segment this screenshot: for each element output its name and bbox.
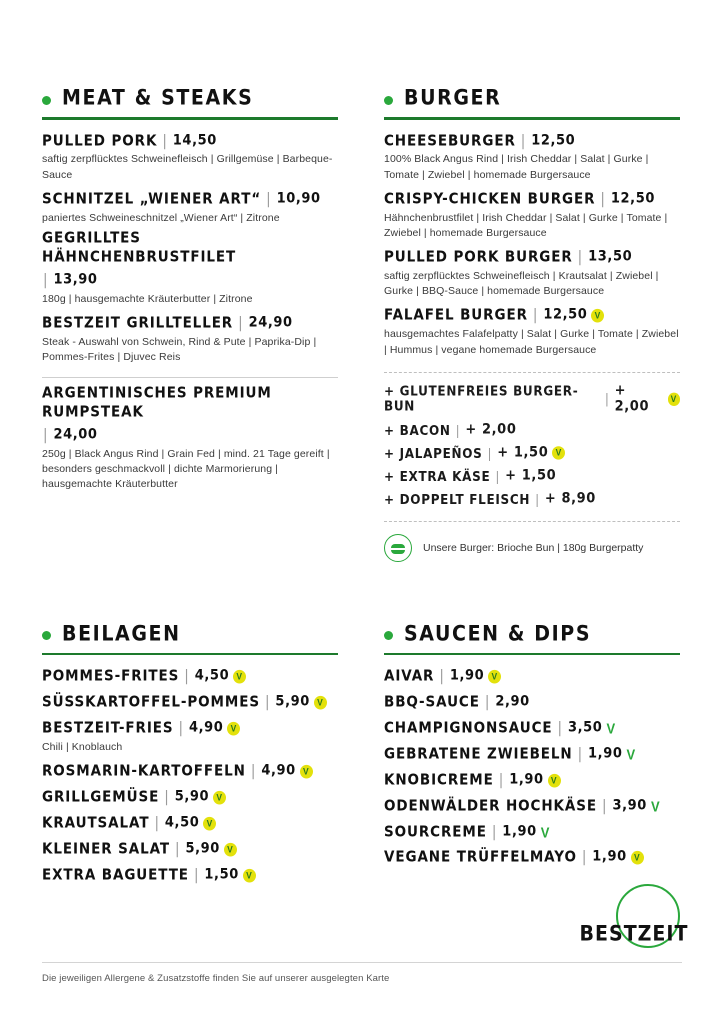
vegetarian-badge-icon: V [668, 392, 680, 405]
menu-item-name: SÜSSKARTOFFEL-POMMES [42, 693, 260, 712]
menu-item-heading [384, 248, 680, 267]
vegetarian-badge-icon: V [224, 843, 237, 857]
menu-item-price: 4,50 [164, 814, 200, 831]
section-divider [42, 117, 338, 120]
footer-divider [42, 962, 682, 963]
menu-item-price: 24,90 [248, 314, 293, 331]
extra-price: + 2,00 [465, 421, 517, 438]
separator: | [577, 248, 584, 267]
menu-item-name: EXTRA BAGUETTE [42, 865, 189, 884]
menu-item-heading [42, 668, 338, 687]
menu-item [384, 669, 680, 686]
vegetarian-badge-icon: V [300, 765, 313, 779]
separator: | [600, 190, 606, 208]
extra-price: + 1,50 [497, 444, 549, 461]
item-divider [42, 377, 338, 378]
menu-item-name: SOURCREME [384, 822, 487, 841]
menu-item-name: CHEESEBURGER [384, 131, 516, 150]
menu-item-price: 1,90 [588, 745, 623, 763]
menu-item-description: 250g | Black Angus Rind | Grain Fed | mind. 21 Tage gereift | besonders geschmackvoll | dichte Marmorierung | hausgemachte Kräuterbutter [42, 447, 330, 491]
section-divider [384, 117, 680, 120]
menu-item-price: 12,50 [531, 132, 576, 149]
separator: | [43, 270, 49, 289]
menu-item-heading [42, 719, 338, 738]
menu-item-description: 100% Black Angus Rind | Irish Cheddar | Salat | Gurke | Tomate | Zwiebel | homemade Burgersauce [384, 153, 649, 181]
separator: | [498, 771, 505, 789]
menu-item-description: saftig zerpflücktes Schweinefleisch | Grillgemüse | Barbeque-Sauce [42, 153, 333, 181]
menu-item-price: 1,90 [509, 771, 544, 788]
menu-item-price: 3,90 [612, 797, 647, 814]
menu-item-description: paniertes Schweineschnitzel „Wiener Art“ | Zitrone [42, 211, 280, 224]
menu-item-heading [384, 745, 680, 764]
page-footer [42, 962, 682, 984]
menu-item-price: 12,50 [543, 307, 588, 324]
menu-item-heading [42, 132, 338, 151]
menu-item-heading [42, 788, 338, 807]
menu-item-name: KNOBICREME [384, 771, 494, 789]
note-divider [384, 521, 680, 522]
menu-item-heading [42, 814, 338, 833]
menu-item-heading [384, 771, 680, 790]
vegetarian-badge-icon: V [591, 309, 604, 323]
menu-item-price: 1,50 [204, 866, 239, 883]
menu-item [384, 131, 680, 183]
menu-item-heading [384, 823, 680, 842]
separator: | [184, 667, 190, 686]
vegan-badge-icon: V [540, 823, 551, 841]
burger-bun-note [384, 534, 680, 562]
extras-divider [384, 372, 680, 373]
vegetarian-badge-icon: V [548, 774, 561, 788]
bullet-icon [42, 631, 51, 640]
separator: | [557, 719, 563, 737]
menu-item [384, 773, 680, 790]
extra-option [384, 382, 680, 414]
menu-item [384, 850, 680, 867]
vegan-badge-icon: V [650, 797, 661, 815]
extra-name: + BACON [384, 422, 451, 438]
menu-item [384, 308, 680, 357]
separator: | [43, 426, 49, 444]
separator: | [455, 422, 461, 438]
separator: | [238, 314, 244, 332]
menu-item-heading [384, 693, 680, 712]
extra-option [384, 445, 680, 461]
separator: | [491, 822, 498, 841]
vegetarian-badge-icon: V [203, 817, 216, 831]
menu-item-price: 1,90 [592, 849, 627, 866]
menu-item-name: FALAFEL BURGER [384, 306, 528, 325]
separator: | [520, 131, 527, 150]
separator: | [193, 865, 200, 884]
section-header [42, 85, 338, 110]
separator: | [484, 693, 491, 712]
menu-item [42, 721, 338, 755]
extra-price: + 1,50 [505, 467, 557, 484]
top-columns [42, 85, 682, 562]
menu-item-name: ODENWÄLDER HOCHKÄSE [384, 796, 597, 815]
menu-item-name: CRISPY-CHICKEN BURGER [384, 190, 596, 208]
separator: | [535, 491, 540, 507]
menu-item-name: PULLED PORK [42, 131, 158, 150]
menu-item-heading [384, 307, 680, 326]
separator: | [581, 848, 588, 867]
menu-item-price: 5,90 [185, 840, 220, 857]
separator: | [250, 762, 257, 781]
menu-item-heading [384, 849, 680, 868]
menu-item-name: GEGRILLTES HÄHNCHENBRUSTFILET [42, 229, 237, 266]
vegetarian-badge-icon: V [243, 868, 256, 882]
menu-item [42, 131, 338, 183]
separator: | [178, 719, 184, 737]
menu-item [384, 695, 680, 712]
menu-item [42, 695, 338, 712]
menu-item-name: BBQ-SAUCE [384, 693, 480, 712]
menu-item [42, 192, 338, 226]
menu-item-price: 5,90 [174, 788, 210, 806]
section-title: BURGER [404, 85, 502, 110]
menu-item-price: 1,90 [449, 667, 485, 685]
menu-item-description: saftig zerpflücktes Schweinefleisch | Krautsalat | Zwiebel | Gurke | BBQ-Sauce | homemade Burgersauce [384, 270, 659, 298]
menu-item-name: PULLED PORK BURGER [384, 248, 573, 267]
menu-item-price: 5,90 [275, 693, 310, 711]
bullet-icon [384, 631, 393, 640]
menu-item-heading [384, 797, 680, 816]
menu-item-price: 10,90 [276, 190, 321, 207]
menu-item-price: 13,50 [588, 248, 633, 266]
menu-item [42, 764, 338, 781]
menu-item [42, 842, 338, 859]
menu-item-price: 14,50 [172, 132, 217, 149]
extra-price: + 8,90 [544, 490, 596, 507]
menu-item-heading [384, 132, 680, 151]
menu-item [42, 790, 338, 807]
premium-menu-item [42, 384, 338, 492]
bottom-columns [42, 621, 682, 894]
menu-item-name: CHAMPIGNONSAUCE [384, 719, 553, 737]
vegan-badge-icon: V [626, 746, 637, 763]
vegetarian-badge-icon: V [213, 791, 226, 805]
separator: | [162, 131, 168, 150]
menu-item-name: VEGANE TRÜFFELMAYO [384, 848, 577, 867]
separator: | [602, 796, 608, 815]
menu-item-name: BESTZEIT GRILLTELLER [42, 314, 234, 332]
allergen-note: Die jeweiligen Allergene & Zusatzstoffe finden Sie auf unserer ausgelegten Karte [42, 973, 390, 984]
section-header [384, 85, 680, 110]
vegetarian-badge-icon: V [552, 446, 565, 459]
menu-item [384, 721, 680, 738]
menu-item-name: SCHNITZEL „WIENER ART“ [42, 190, 262, 208]
bullet-icon [42, 96, 51, 105]
separator: | [264, 693, 271, 712]
menu-item-name: GRILLGEMÜSE [42, 788, 160, 806]
menu-item-name: BESTZEIT-FRIES [42, 719, 174, 737]
menu-item [42, 229, 338, 307]
menu-item-description: 180g | hausgemachte Kräuterbutter | Zitrone [42, 292, 253, 305]
menu-item-description: Steak - Auswahl von Schwein, Rind & Pute | Paprika-Dip | Pommes-Frites | Djuvec Reis [42, 335, 317, 363]
section-beilagen [42, 621, 338, 894]
menu-item-price: 12,50 [610, 190, 655, 207]
menu-item [384, 796, 680, 816]
separator: | [164, 788, 170, 806]
menu-item-heading [384, 668, 680, 687]
vegetarian-badge-icon: V [233, 670, 246, 684]
menu-item [42, 316, 338, 365]
extra-name: + EXTRA KÄSE [384, 468, 491, 484]
menu-item-name: POMMES-FRITES [42, 667, 180, 686]
section-divider [384, 653, 680, 656]
burger-icon [384, 534, 412, 562]
menu-item-price: 2,90 [495, 693, 530, 711]
separator: | [532, 306, 539, 325]
extra-option [384, 468, 680, 484]
vegetarian-badge-icon: V [227, 722, 240, 736]
menu-item-heading [384, 719, 680, 738]
section-header [384, 621, 680, 646]
brand-logo [579, 878, 689, 974]
menu-item-description: Hähnchenbrustfilet | Irish Cheddar | Salat | Gurke | Tomate | Zwiebel | homemade Burgersauce [384, 211, 668, 239]
extra-name: + DOPPELT FLEISCH [384, 491, 531, 507]
menu-item-description: hausgemachtes Falafelpatty | Salat | Gurke | Tomate | Zwiebel | Hummus | vegane homemade Burgersauce [384, 328, 679, 356]
menu-item [384, 747, 680, 764]
extra-name: + JALAPEÑOS [384, 445, 483, 461]
menu-item [42, 865, 338, 885]
logo-text: BESTZEIT [579, 921, 689, 947]
menu-item-heading [42, 866, 338, 885]
bullet-icon [384, 96, 393, 105]
menu-item [384, 192, 680, 241]
vegetarian-badge-icon: V [631, 851, 644, 865]
menu-item-name: KRAUTSALAT [42, 814, 150, 832]
menu-item-name: ROSMARIN-KARTOFFELN [42, 762, 246, 781]
section-title: SAUCEN & DIPS [404, 621, 592, 646]
menu-item-price: 3,50 [567, 719, 603, 737]
menu-item-heading [42, 229, 338, 289]
extra-option [384, 491, 680, 507]
separator: | [266, 190, 272, 208]
separator: | [604, 390, 610, 407]
burger-bun-note-text: Unsere Burger: Brioche Bun | 180g Burgerpatty [423, 541, 644, 554]
separator: | [577, 745, 584, 763]
menu-item-name: AIVAR [384, 667, 435, 686]
menu-item-heading [42, 190, 338, 209]
menu-item-heading [42, 693, 338, 712]
section-saucen-dips [384, 621, 680, 894]
menu-item-name: GEBRATENE ZWIEBELN [384, 745, 573, 763]
menu-item-name: KLEINER SALAT [42, 840, 171, 858]
vegan-badge-icon: V [606, 720, 617, 737]
section-meat-steaks [42, 85, 338, 562]
separator: | [495, 468, 501, 484]
menu-item-price: 24,00 [53, 426, 98, 443]
vegetarian-badge-icon: V [488, 670, 501, 684]
menu-item-name: ARGENTINISCHES PREMIUM RUMPSTEAK [42, 384, 272, 421]
menu-item [42, 816, 338, 833]
separator: | [487, 445, 493, 461]
section-divider [42, 653, 338, 656]
section-header [42, 621, 338, 646]
menu-item-price: 1,90 [502, 823, 537, 840]
menu-item-price: 4,90 [261, 762, 296, 780]
menu-item [384, 250, 680, 299]
menu-item-heading [42, 762, 338, 781]
separator: | [439, 667, 445, 686]
menu-item-price: 13,90 [53, 271, 98, 288]
menu-item-description: Chili | Knoblauch [42, 740, 123, 753]
section-burger [384, 85, 680, 562]
section-title: BEILAGEN [62, 621, 181, 646]
menu-item-heading [384, 190, 680, 209]
section-title: MEAT & STEAKS [62, 85, 254, 110]
menu-item-price: 4,50 [194, 667, 230, 685]
menu-item-heading [42, 314, 338, 333]
menu-item-heading [42, 385, 338, 445]
separator: | [154, 814, 160, 832]
vegetarian-badge-icon: V [314, 696, 327, 710]
separator: | [175, 840, 181, 858]
menu-item-price: 4,90 [188, 719, 224, 737]
menu-item [384, 822, 680, 842]
extra-name: + GLUTENFREIES BURGER-BUN [384, 383, 579, 414]
extra-price: + 2,00 [614, 382, 650, 415]
menu-item-heading [42, 840, 338, 859]
menu-item [42, 669, 338, 686]
extra-option [384, 422, 680, 438]
